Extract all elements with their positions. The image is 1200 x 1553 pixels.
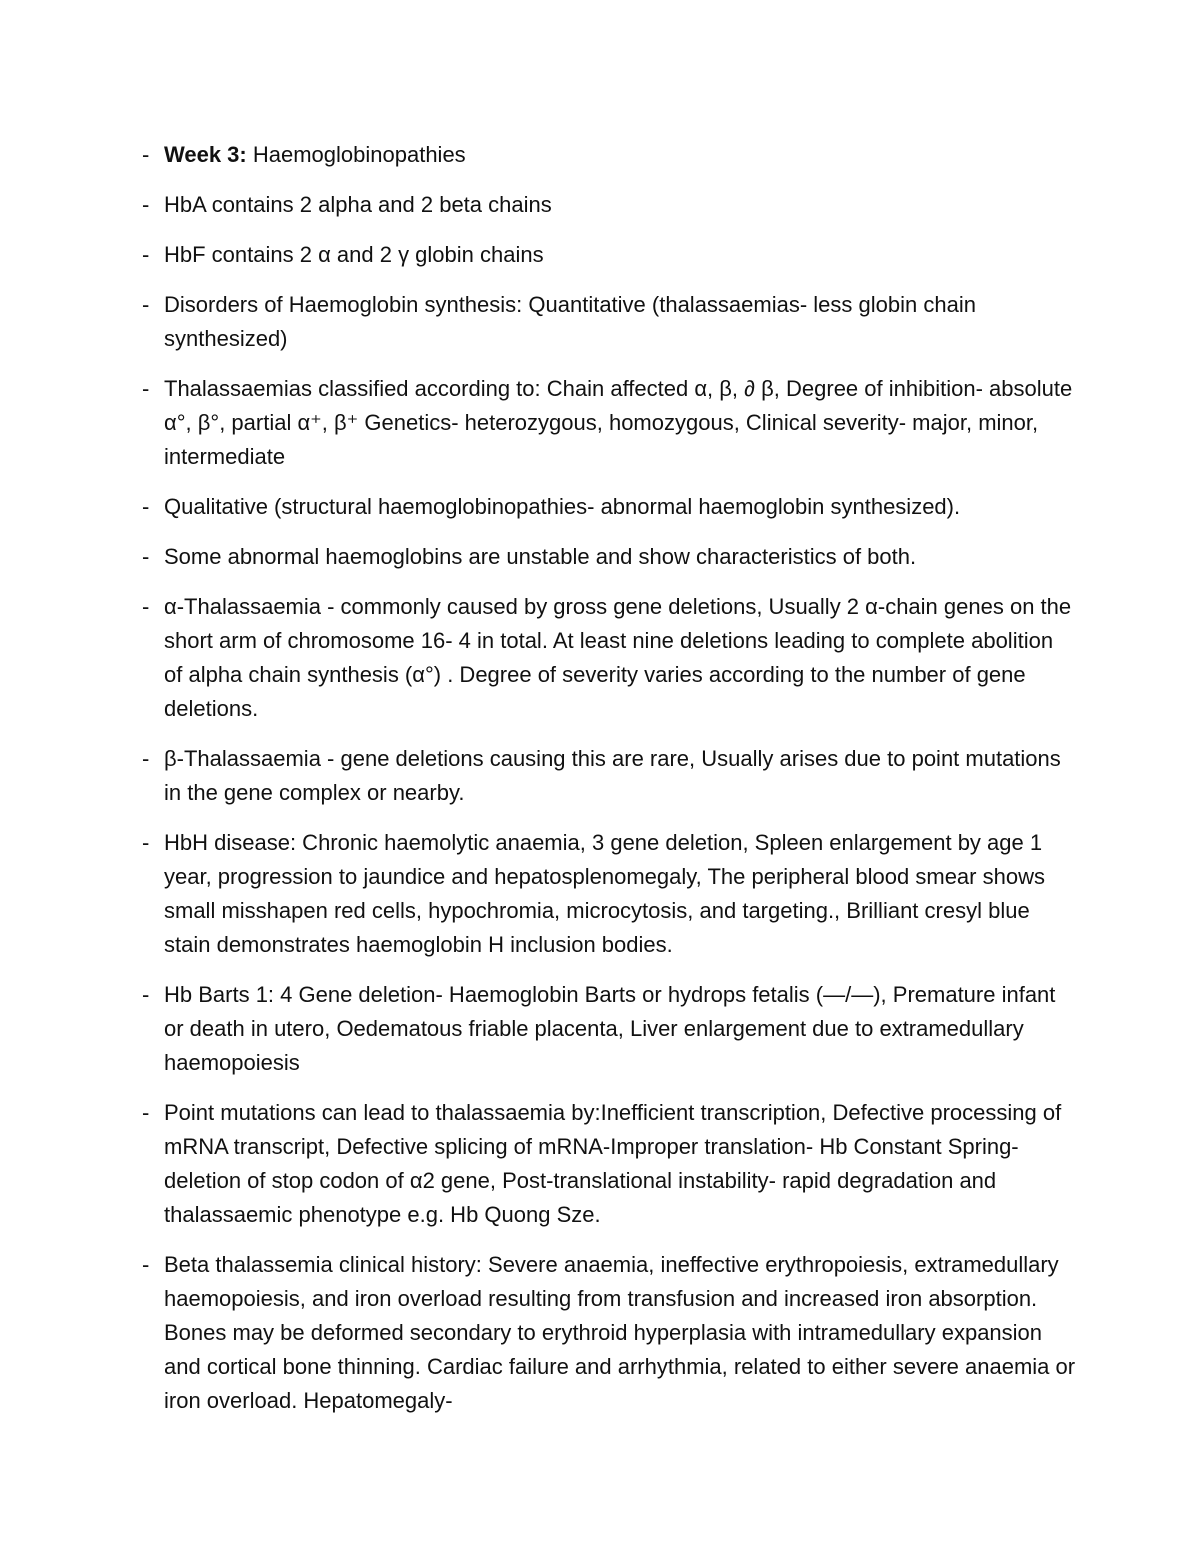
bullet-marker: - [142,982,150,1007]
bullet-marker: - [142,1252,150,1277]
bullet-marker: - [142,192,150,217]
list-item-text: Point mutations can lead to thalassaemia by:Inefficient transcription, Defective processing of mRNA transcript, Defective splicing of mRNA-Improper translation- Hb Constant Spring- deletion of stop codon of α2 gene, Post-translational instability- rapid degradation and thalassaemic phenotype e.g. Hb Quong Sze. [164,1100,1062,1227]
bullet-marker: - [142,594,150,619]
list-item-text: Disorders of Haemoglobin synthesis: Quantitative (thalassaemias- less globin chain synthesized) [164,292,976,351]
list-item-text: HbA contains 2 alpha and 2 beta chains [164,192,552,217]
list-item [142,288,1077,356]
list-item [142,590,1077,726]
list-item [142,138,1077,172]
notes-list [142,138,1077,1434]
bullet-marker: - [142,376,150,401]
bullet-marker: - [142,292,150,317]
list-item [142,826,1077,962]
list-item-text: HbH disease: Chronic haemolytic anaemia, 3 gene deletion, Spleen enlargement by age 1 year, progression to jaundice and hepatosplenomegaly, The peripheral blood smear shows small misshapen red cells, hypochromia, microcytosis, and targeting., Brilliant cresyl blue stain demonstrates haemoglobin H inclusion bodies. [164,830,1045,957]
list-item [142,372,1077,474]
list-item-text: Hb Barts 1: 4 Gene deletion- Haemoglobin Barts or hydrops fetalis (—/—), Premature infant or death in utero, Oedematous friable placenta, Liver enlargement due to extramedullary haemopoiesis [164,982,1056,1075]
bullet-marker: - [142,830,150,855]
bullet-marker: - [142,746,150,771]
list-item-text: Qualitative (structural haemoglobinopathies- abnormal haemoglobin synthesized). [164,494,961,519]
list-item-text: Thalassaemias classified according to: Chain affected α, β, ∂ β, Degree of inhibition- absolute α°, β°, partial α⁺, β⁺ Genetics- heterozygous, homozygous, Clinical severity- major, minor, intermediate [164,376,1073,469]
list-item [142,978,1077,1080]
bullet-marker: - [142,142,150,167]
list-item-text: HbF contains 2 α and 2 γ globin chains [164,242,544,267]
bullet-marker: - [142,242,150,267]
bullet-marker: - [142,1100,150,1125]
list-item [142,490,1077,524]
list-item-text: β-Thalassaemia - gene deletions causing this are rare, Usually arises due to point mutations in the gene complex or nearby. [164,746,1061,805]
list-item-text: Some abnormal haemoglobins are unstable and show characteristics of both. [164,544,917,569]
bullet-marker: - [142,544,150,569]
list-item [142,1248,1077,1418]
list-item-text: α-Thalassaemia - commonly caused by gross gene deletions, Usually 2 α-chain genes on the short arm of chromosome 16- 4 in total. At least nine deletions leading to complete abolition of alpha chain synthesis (α°) . Degree of severity varies according to the number of gene deletions. [164,594,1072,721]
list-item-text: Haemoglobinopathies [246,142,466,167]
list-item [142,1096,1077,1232]
week-heading: Week 3: [164,142,247,167]
list-item [142,188,1077,222]
list-item [142,742,1077,810]
list-item [142,540,1077,574]
list-item [142,238,1077,272]
list-item-text: Beta thalassemia clinical history: Severe anaemia, ineffective erythropoiesis, extramedullary haemopoiesis, and iron overload resulting from transfusion and increased iron absorption. Bones may be deformed secondary to erythroid hyperplasia with intramedullary expansion and cortical bone thinning. Cardiac failure and arrhythmia, related to either severe anaemia or iron overload. Hepatomegaly- [164,1252,1076,1413]
bullet-marker: - [142,494,150,519]
